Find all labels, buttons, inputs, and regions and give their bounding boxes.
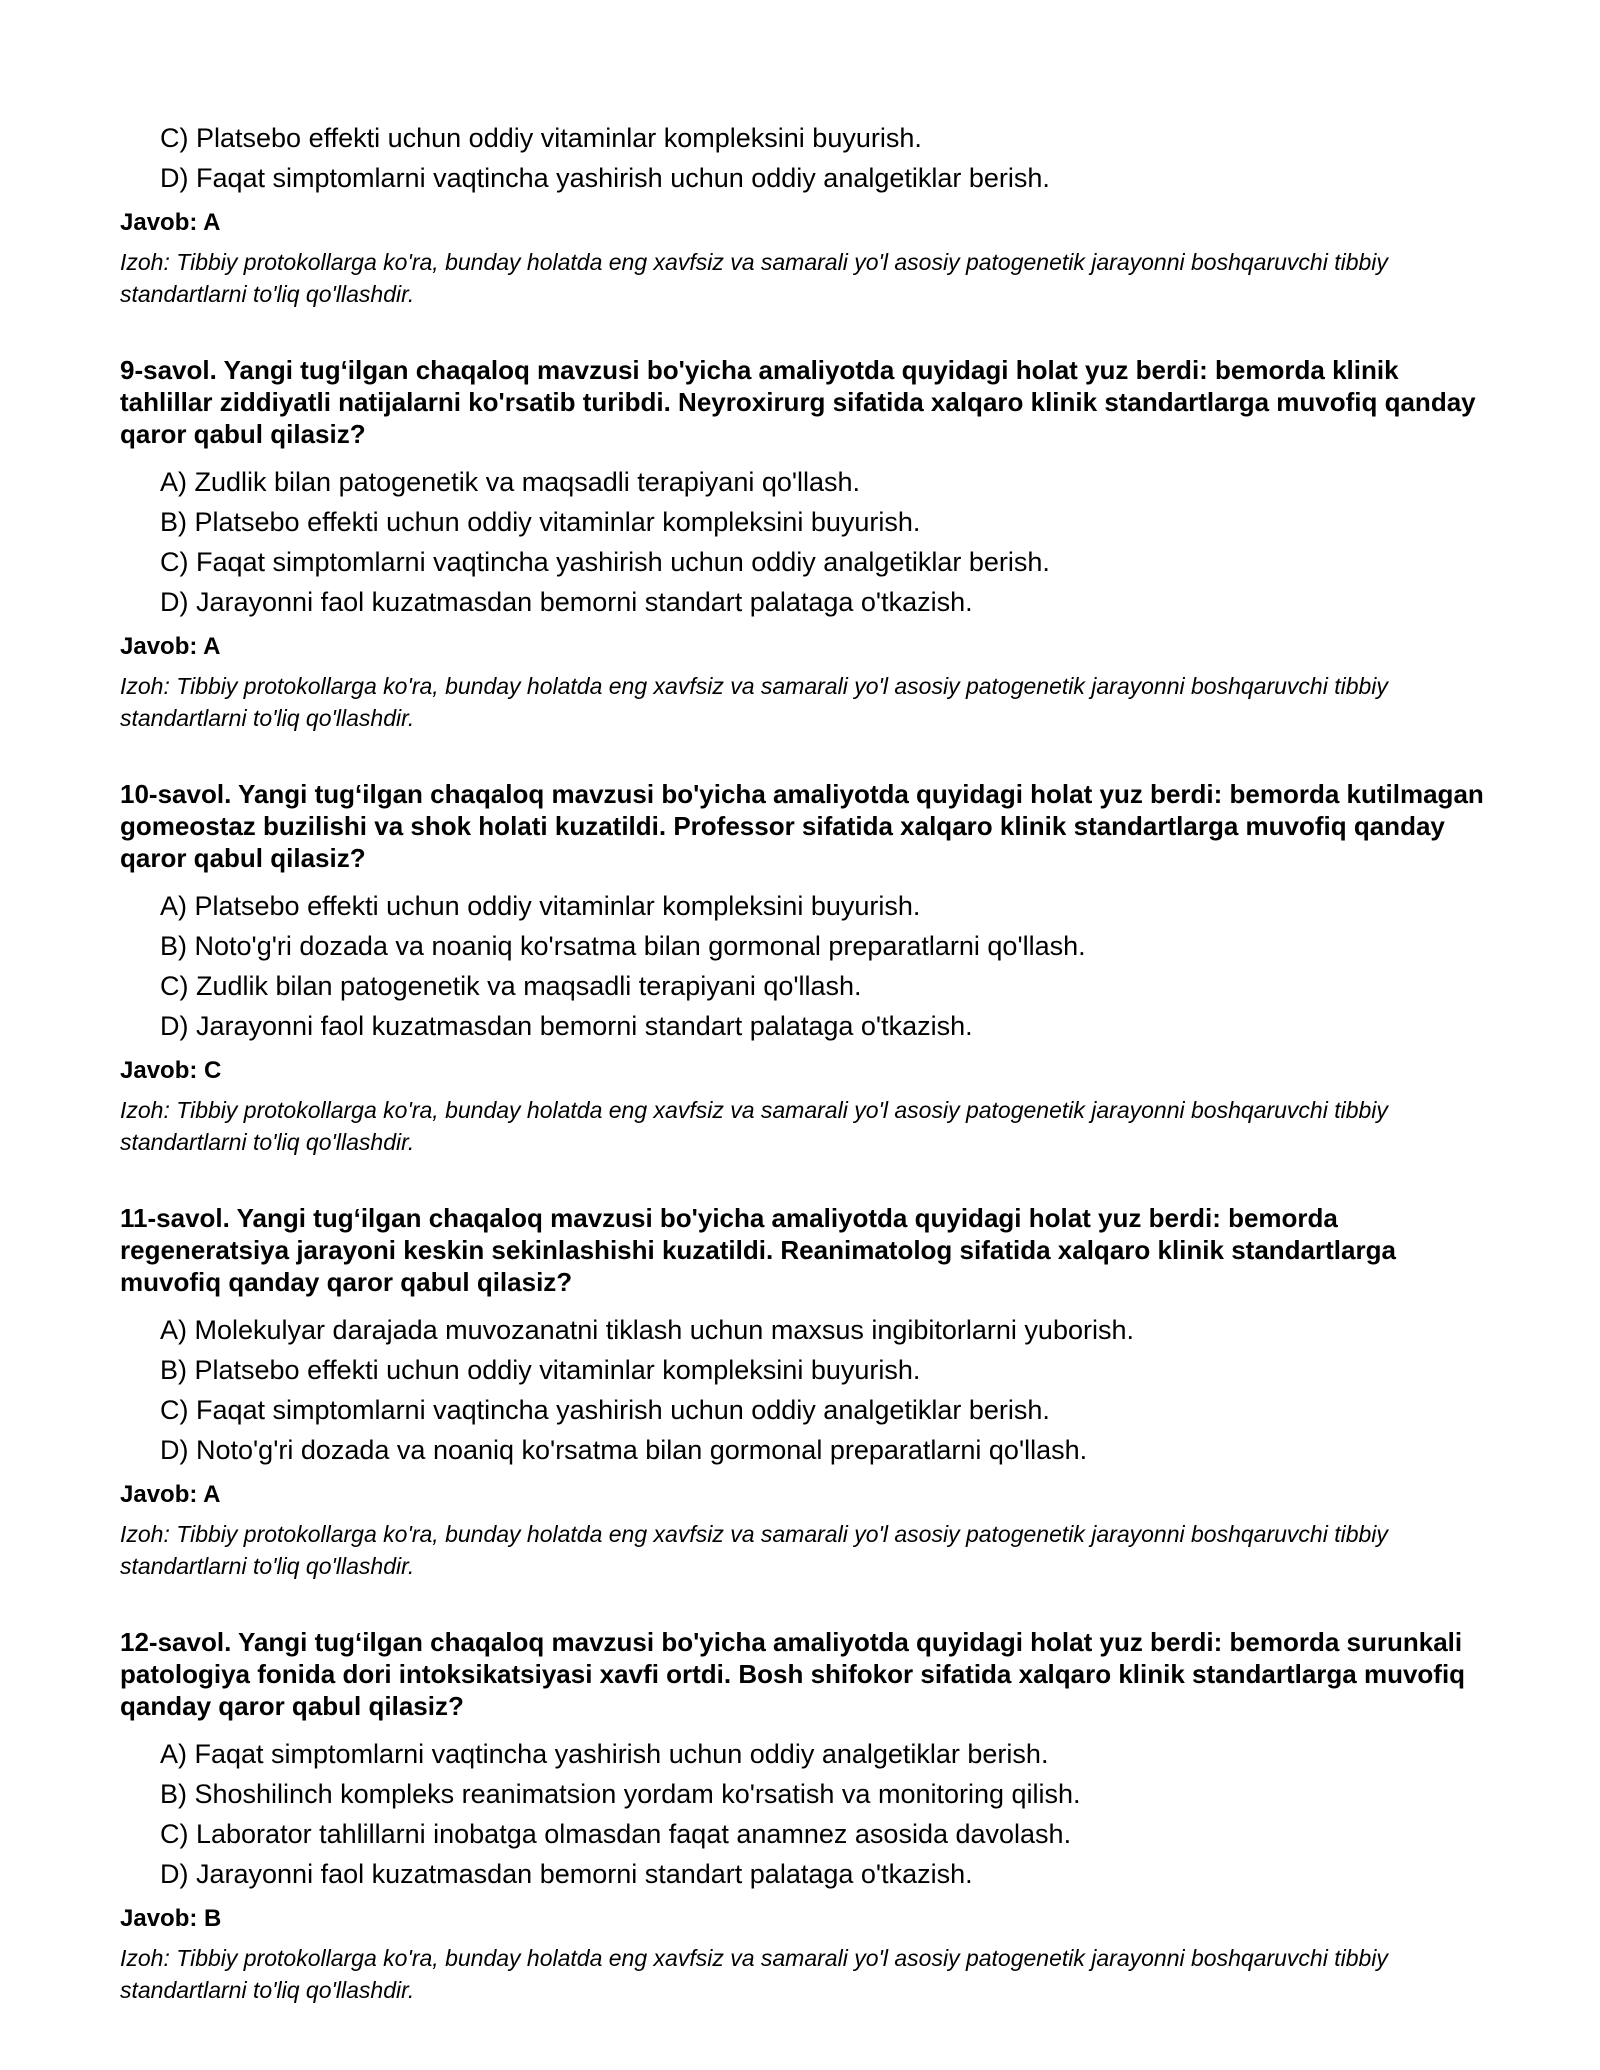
correct-answer: Javob: A bbox=[120, 633, 221, 660]
answer-option: A) Molekulyar darajada muvozanatni tiklash uchun maxsus ingibitorlarni yuborish. bbox=[160, 1315, 1134, 1345]
answer-option: C) Faqat simptomlarni vaqtincha yashirish uchun oddiy analgetiklar berish. bbox=[160, 547, 1050, 577]
answer-option: B) Platsebo effekti uchun oddiy vitaminlar kompleksini buyurish. bbox=[160, 1355, 921, 1385]
answer-option: D) Jarayonni faol kuzatmasdan bemorni standart palataga o'tkazish. bbox=[160, 1859, 973, 1889]
correct-answer: Javob: C bbox=[120, 1057, 222, 1084]
correct-answer: Javob: A bbox=[120, 1481, 221, 1508]
answer-option: C) Laborator tahlillarni inobatga olmasdan faqat anamnez asosida davolash. bbox=[160, 1819, 1072, 1849]
answer-option: A) Faqat simptomlarni vaqtincha yashirish uchun oddiy analgetiklar berish. bbox=[160, 1739, 1049, 1769]
explanation-note: Izoh: Tibbiy protokollarga ko'ra, bunday holatda eng xavfsiz va samarali yo'l asosiy patogenetik jarayonni boshqaruvchi tibbiy standartlarni to'liq qo'llashdir. bbox=[120, 1945, 1388, 2003]
answer-option: B) Shoshilinch kompleks reanimatsion yordam ko'rsatish va monitoring qilish. bbox=[160, 1779, 1081, 1809]
explanation-note: Izoh: Tibbiy protokollarga ko'ra, bunday holatda eng xavfsiz va samarali yo'l asosiy patogenetik jarayonni boshqaruvchi tibbiy standartlarni to'liq qo'llashdir. bbox=[120, 1097, 1388, 1155]
question-8-continuation bbox=[120, 118, 1490, 310]
answer-option: C) Platsebo effekti uchun oddiy vitaminlar kompleksini buyurish. bbox=[160, 123, 922, 153]
question-11 bbox=[120, 1202, 1490, 1582]
question-title: 12-savol. Yangi tug‘ilgan chaqaloq mavzusi bo'yicha amaliyotda quyidagi holat yuz berdi: bemorda surunkali patologiya fonida dori intoksikatsiyasi xavfi ortdi. Bosh shifokor sifatida xalqaro klinik standartlarga muvofiq qanday qaror qabul qilasiz? bbox=[120, 1627, 1466, 1721]
question-9 bbox=[120, 354, 1490, 734]
question-title: 11-savol. Yangi tug‘ilgan chaqaloq mavzusi bo'yicha amaliyotda quyidagi holat yuz berdi: bemorda regeneratsiya jarayoni keskin sekinlashishi kuzatildi. Reanimatolog sifatida xalqaro klinik standartlarga muvofiq qanday qaror qabul qilasiz? bbox=[120, 1203, 1396, 1297]
answer-option: D) Faqat simptomlarni vaqtincha yashirish uchun oddiy analgetiklar berish. bbox=[160, 163, 1050, 193]
correct-answer: Javob: A bbox=[120, 209, 221, 236]
answer-option: A) Platsebo effekti uchun oddiy vitaminlar kompleksini buyurish. bbox=[160, 891, 921, 921]
answer-option: C) Faqat simptomlarni vaqtincha yashirish uchun oddiy analgetiklar berish. bbox=[160, 1395, 1050, 1425]
answer-option: D) Jarayonni faol kuzatmasdan bemorni standart palataga o'tkazish. bbox=[160, 1011, 973, 1041]
question-12 bbox=[120, 1626, 1490, 2006]
answer-option: D) Noto'g'ri dozada va noaniq ko'rsatma bilan gormonal preparatlarni qo'llash. bbox=[160, 1435, 1088, 1465]
explanation-note: Izoh: Tibbiy protokollarga ko'ra, bunday holatda eng xavfsiz va samarali yo'l asosiy patogenetik jarayonni boshqaruvchi tibbiy standartlarni to'liq qo'llashdir. bbox=[120, 673, 1388, 731]
question-10 bbox=[120, 778, 1490, 1158]
answer-option: B) Noto'g'ri dozada va noaniq ko'rsatma bilan gormonal preparatlarni qo'llash. bbox=[160, 931, 1086, 961]
explanation-note: Izoh: Tibbiy protokollarga ko'ra, bunday holatda eng xavfsiz va samarali yo'l asosiy patogenetik jarayonni boshqaruvchi tibbiy standartlarni to'liq qo'llashdir. bbox=[120, 1521, 1388, 1579]
question-title: 9-savol. Yangi tug‘ilgan chaqaloq mavzusi bo'yicha amaliyotda quyidagi holat yuz berdi: bemorda klinik tahlillar ziddiyatli natijalarni ko'rsatib turibdi. Neyroxirurg sifatida xalqaro klinik standartlarga muvofiq qanday qaror qabul qilasiz? bbox=[120, 355, 1476, 449]
answer-option: C) Zudlik bilan patogenetik va maqsadli terapiyani qo'llash. bbox=[160, 971, 862, 1001]
answer-option: D) Jarayonni faol kuzatmasdan bemorni standart palataga o'tkazish. bbox=[160, 587, 973, 617]
answer-option: A) Zudlik bilan patogenetik va maqsadli terapiyani qo'llash. bbox=[160, 467, 861, 497]
document-page bbox=[120, 118, 1490, 2006]
question-title: 10-savol. Yangi tug‘ilgan chaqaloq mavzusi bo'yicha amaliyotda quyidagi holat yuz berdi: bemorda kutilmagan gomeostaz buzilishi va shok holati kuzatildi. Professor sifatida xalqaro klinik standartlarga muvofiq qanday qaror qabul qilasiz? bbox=[120, 779, 1484, 873]
correct-answer: Javob: B bbox=[120, 1905, 222, 1932]
explanation-note: Izoh: Tibbiy protokollarga ko'ra, bunday holatda eng xavfsiz va samarali yo'l asosiy patogenetik jarayonni boshqaruvchi tibbiy standartlarni to'liq qo'llashdir. bbox=[120, 249, 1388, 307]
answer-option: B) Platsebo effekti uchun oddiy vitaminlar kompleksini buyurish. bbox=[160, 507, 921, 537]
